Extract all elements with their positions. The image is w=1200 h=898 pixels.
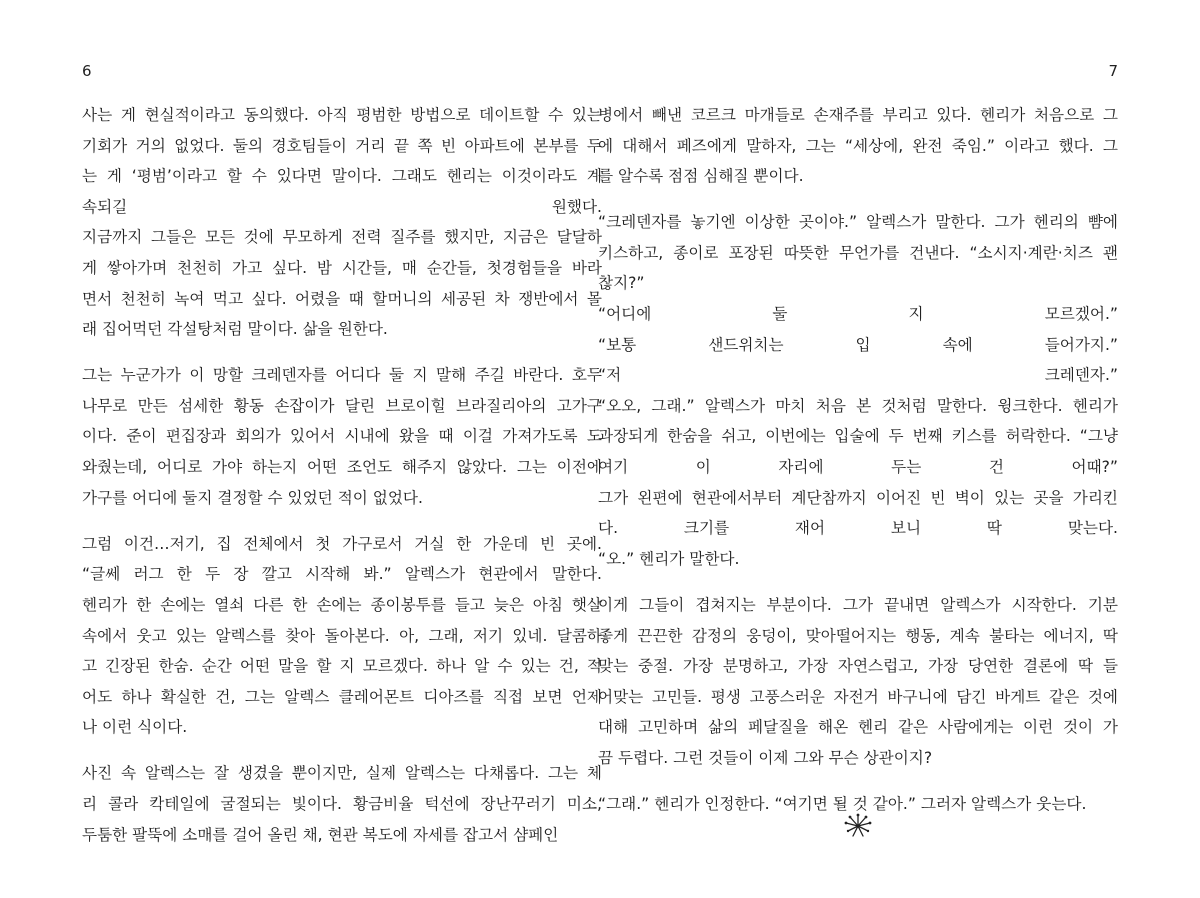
left-page — [82, 0, 602, 898]
text-line: “어디에 둘 지 모르겠어.” — [598, 305, 1118, 324]
text-line: “오.” 헨리가 말한다. — [598, 549, 740, 568]
paragraph — [82, 758, 602, 850]
paragraph — [82, 529, 602, 743]
paragraph-gap — [598, 574, 1118, 590]
text-line: 두툼한 팔뚝에 소매를 걸어 올린 채, 현관 복도에 자세를 잡고서 샴페인 — [82, 825, 559, 844]
text-line: 이다. 준이 편집장과 회의가 있어서 시내에 왔을 때 이걸 가져가도록 도 — [82, 427, 602, 446]
text-line: 를 알수록 점점 심해질 뿐이다. — [598, 167, 804, 186]
text-line: 사는 게 현실적이라고 동의했다. 아직 평범한 방법으로 데이트할 수 있는 — [82, 106, 602, 124]
text-line: 다. 크기를 재어 보니 딱 맞는다. — [598, 519, 1118, 538]
paragraph-gap — [82, 513, 602, 529]
text-line: 어맞는 고민들. 평생 고풍스러운 자전거 바구니에 담긴 바게트 같은 것에 — [598, 687, 1118, 706]
text-line: 는 게 ‘평범’이라고 할 수 있다면 말이다. 그래도 헨리는 이것이라도 계 — [82, 167, 602, 186]
text-line: 와줬는데, 어디로 가야 하는지 어떤 조언도 해주지 않았다. 그는 이전에 — [82, 458, 602, 477]
text-line: 래 집어먹던 각설탕처럼 말이다. 삶을 원한다. — [82, 320, 388, 339]
text-line: 대해 고민하며 삶의 페달질을 해온 헨리 같은 사람에게는 이런 것이 가 — [598, 718, 1118, 737]
text-line: 나 이런 식이다. — [82, 718, 188, 737]
right-page — [598, 0, 1118, 898]
paragraph — [598, 100, 1118, 192]
text-line: 면서 천천히 녹여 먹고 싶다. 어렸을 때 할머니의 세공된 차 쟁반에서 몰 — [82, 289, 602, 308]
text-line: 게 쌓아가며 천천히 가고 싶다. 밤 시간들, 매 순간들, 첫경험들을 바라 — [82, 258, 602, 277]
text-line: “글쎄 러그 한 두 장 깔고 시작해 봐.” 알렉스가 현관에서 말한다. — [82, 565, 602, 584]
text-line: “그래.” 헨리가 인정한다. “여기면 될 것 같아.” 그러자 알렉스가 웃는다. — [598, 794, 1087, 813]
text-line: 속에서 웃고 있는 알렉스를 찾아 돌아본다. 아, 그래, 저기 있네. 달콤하 — [82, 626, 602, 645]
text-line: “저 크레덴자.” — [598, 366, 1118, 385]
text-line: 고 긴장된 한숨. 순간 어떤 말을 할 지 모르겠다. 하나 알 수 있는 건, 적 — [82, 657, 602, 676]
text-line: 맞는 중절. 가장 분명하고, 가장 자연스럽고, 가장 당연한 결론에 딱 들 — [598, 657, 1118, 676]
page-number-right: 7 — [1108, 62, 1118, 80]
paragraph-gap — [82, 345, 602, 361]
right-page-body — [598, 100, 1118, 820]
text-line: 에 대해서 페즈에게 말하자, 그는 “세상에, 완전 죽임.” 이라고 했다. 그 — [598, 136, 1118, 155]
text-line: 끔 두렵다. 그런 것들이 이제 그와 무슨 상관이지? — [598, 748, 933, 767]
text-line: 좋게 끈끈한 감정의 웅덩이, 맞아떨어지는 행동, 계속 불타는 에너지, 딱 — [598, 626, 1118, 645]
text-line: 여기 이 자리에 두는 건 어때?” — [598, 458, 1118, 477]
text-line: 나무로 만든 섬세한 황동 손잡이가 달린 브로이힐 브라질리아의 고가구 — [82, 396, 602, 415]
text-line: 그는 누군가가 이 망할 크레덴자를 어디다 둘 지 말해 주길 바란다. 호두 — [82, 366, 602, 385]
text-line: 찮지?” — [598, 274, 645, 293]
text-line: 지금까지 그들은 모든 것에 무모하게 전력 질주를 했지만, 지금은 달달하 — [82, 228, 602, 247]
text-line: 병에서 빼낸 코르크 마개들로 손재주를 부리고 있다. 헨리가 처음으로 그 — [598, 106, 1118, 124]
paragraph — [82, 360, 602, 513]
text-line: 어도 하나 확실한 건, 그는 알렉스 클레어몬트 디아즈를 직접 보면 언제 — [82, 687, 602, 706]
paragraph-gap — [598, 773, 1118, 789]
paragraph-gap — [82, 743, 602, 759]
paragraph — [82, 100, 602, 345]
text-line: 속되길 원했다. — [82, 197, 602, 216]
text-line: 사진 속 알렉스는 잘 생겼을 뿐이지만, 실제 알렉스는 다채롭다. 그는 체 — [82, 764, 602, 783]
text-line: 그럼 이건…저기, 집 전체에서 첫 가구로서 거실 한 가운데 빈 곳에. — [82, 534, 602, 553]
text-line: 가구를 어디에 둘지 결정할 수 있었던 적이 없었다. — [82, 488, 423, 507]
text-line: 과장되게 한숨을 쉬고, 이번에는 입술에 두 번째 키스를 허락한다. “그냥 — [598, 427, 1118, 446]
left-page-body — [82, 100, 602, 850]
text-line: 그가 왼편에 현관에서부터 계단참까지 이어진 빈 벽이 있는 곳을 가리킨 — [598, 488, 1118, 507]
text-line: “보통 샌드위치는 입 속에 들어가지.” — [598, 335, 1118, 354]
paragraph — [598, 590, 1118, 774]
text-line: 헨리가 한 손에는 열쇠 다른 한 손에는 종이봉투를 들고 늦은 아침 햇살 — [82, 595, 602, 614]
firework-ornament-icon — [843, 813, 873, 839]
text-line: “크레덴자를 놓기엔 이상한 곳이야.” 알렉스가 말한다. 그가 헨리의 뺨에 — [598, 213, 1118, 232]
page-number-left: 6 — [82, 62, 92, 80]
text-line: 기회가 거의 없었다. 둘의 경호팀들이 거리 끝 쪽 빈 아파트에 본부를 두 — [82, 136, 602, 155]
text-line: 키스하고, 종이로 포장된 따뜻한 무언가를 건낸다. “소시지·계란·치즈 괜 — [598, 243, 1118, 262]
paragraph — [598, 207, 1118, 574]
text-line: 이게 그들이 겹쳐지는 부분이다. 그가 끝내면 알렉스가 시작한다. 기분 — [598, 595, 1118, 614]
text-line: 리 콜라 칵테일에 굴절되는 빛이다. 황금비율 턱선에 장난꾸러기 미소, — [82, 794, 602, 813]
paragraph-gap — [598, 192, 1118, 208]
text-line: “오오, 그래.” 알렉스가 마치 처음 본 것처럼 말한다. 윙크한다. 헨리가 — [598, 396, 1118, 415]
